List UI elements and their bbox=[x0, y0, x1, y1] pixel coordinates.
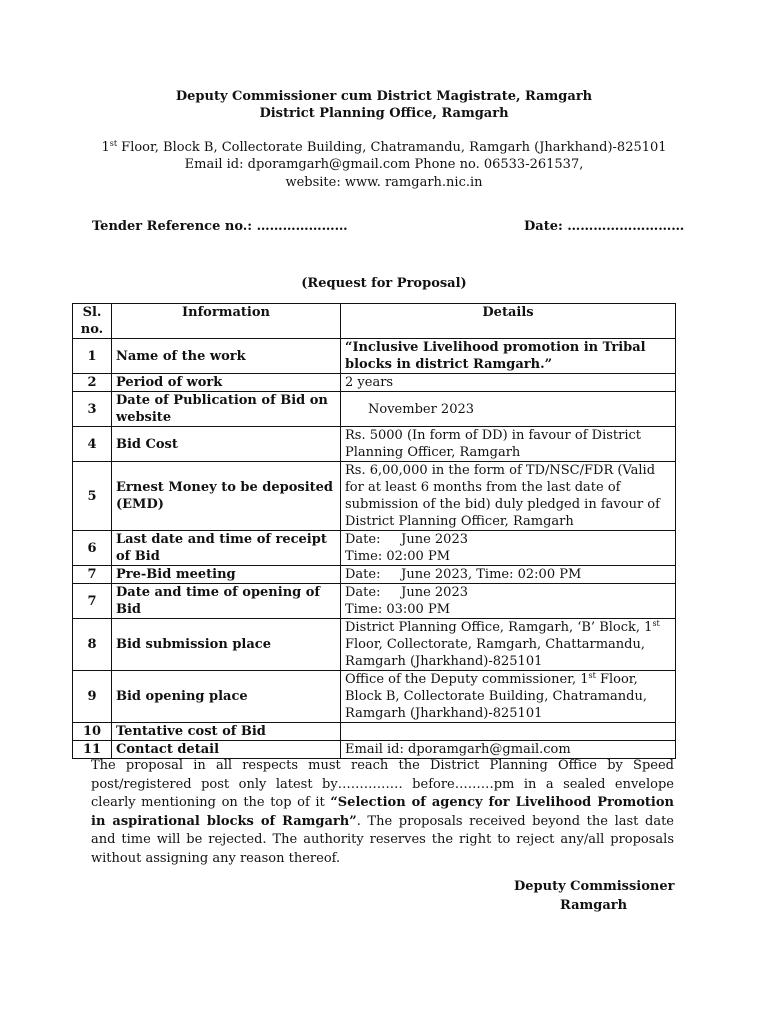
header-details: Details bbox=[341, 304, 676, 339]
table-row bbox=[73, 531, 676, 566]
row-info: Tentative cost of Bid bbox=[112, 723, 341, 741]
row-sl: 8 bbox=[73, 619, 112, 671]
office-contact: Email id: dporamgarh@gmail.com Phone no. 06533-261537, bbox=[184, 157, 584, 172]
table-row bbox=[73, 741, 676, 759]
row-details: Date: June 2023, Time: 02:00 PM bbox=[341, 566, 676, 584]
row-details bbox=[341, 671, 676, 723]
row-details: “Inclusive Livelihood promotion in Tribal blocks in district Ramgarh.” bbox=[341, 339, 676, 374]
header-sl-line1: Sl. bbox=[82, 305, 102, 320]
table-row bbox=[73, 339, 676, 374]
address-floor-suffix: st bbox=[109, 139, 118, 148]
row-sl: 2 bbox=[73, 374, 112, 392]
row-details-text-cont: Floor, Block B, Collectorate Building, Chatramandu, Ramgarh (Jharkhand)-825101 bbox=[345, 672, 647, 721]
row-details-date: Date: June 2023 bbox=[345, 585, 468, 600]
row-details-time: Time: 02:00 PM bbox=[345, 549, 451, 564]
row-info: Bid Cost bbox=[112, 427, 341, 462]
row-info: Contact detail bbox=[112, 741, 341, 759]
paragraph-emphasis: “Selection of agency for Livelihood Promotion in aspirational blocks of Ramgarh” bbox=[91, 795, 674, 829]
table-row bbox=[73, 671, 676, 723]
table-row bbox=[73, 374, 676, 392]
table-row bbox=[73, 619, 676, 671]
row-sl: 6 bbox=[73, 531, 112, 566]
office-address bbox=[0, 139, 768, 157]
row-details-date: Date: June 2023 bbox=[345, 532, 468, 547]
table-row bbox=[73, 723, 676, 741]
signature-place: Ramgarh bbox=[560, 898, 628, 913]
header-sl-line2: no. bbox=[80, 322, 104, 337]
row-details-time: Time: 03:00 PM bbox=[345, 602, 451, 617]
table-row bbox=[73, 427, 676, 462]
table-row bbox=[73, 462, 676, 531]
row-details: November 2023 bbox=[341, 392, 676, 427]
row-sl: 7 bbox=[73, 566, 112, 584]
row-details: Email id: dporamgarh@gmail.com bbox=[341, 741, 676, 759]
row-info: Date and time of opening of Bid bbox=[112, 584, 341, 619]
table-header-row bbox=[73, 304, 676, 339]
table-row bbox=[73, 392, 676, 427]
row-sl: 7 bbox=[73, 584, 112, 619]
office-subtitle: District Planning Office, Ramgarh bbox=[259, 106, 509, 121]
row-details bbox=[341, 584, 676, 619]
row-sl: 11 bbox=[73, 741, 112, 759]
tender-reference: Tender Reference no.: ………………… bbox=[92, 219, 348, 234]
paragraph-text-2: . The proposals received beyond the last date and time will be rejected. The authority reserves the right to reject any/all proposals without assigning any reason thereof. bbox=[91, 813, 674, 866]
signature-title: Deputy Commissioner bbox=[514, 879, 675, 894]
row-info: Bid submission place bbox=[112, 619, 341, 671]
header-sl bbox=[73, 304, 112, 339]
row-details-suffix: st bbox=[588, 671, 596, 680]
row-sl: 5 bbox=[73, 462, 112, 531]
row-info: Name of the work bbox=[112, 339, 341, 374]
row-details-text: Office of the Deputy commissioner, 1 bbox=[345, 672, 589, 687]
table-row bbox=[73, 584, 676, 619]
office-website: website: www. ramgarh.nic.in bbox=[285, 175, 483, 190]
row-details bbox=[341, 619, 676, 671]
row-info: Period of work bbox=[112, 374, 341, 392]
header-information: Information bbox=[112, 304, 341, 339]
rfp-title: (Request for Proposal) bbox=[301, 276, 467, 291]
row-info: Pre-Bid meeting bbox=[112, 566, 341, 584]
row-details bbox=[341, 531, 676, 566]
row-details: Rs. 6,00,000 in the form of TD/NSC/FDR (Valid for at least 6 months from the last date of submission of the bid) duly pledged in favour of District Planning Officer, Ramgarh bbox=[341, 462, 676, 531]
row-sl: 1 bbox=[73, 339, 112, 374]
row-details-suffix: st bbox=[652, 619, 660, 628]
address-rest: Floor, Block B, Collectorate Building, Chatramandu, Ramgarh (Jharkhand)-825101 bbox=[117, 140, 667, 155]
row-details: 2 years bbox=[341, 374, 676, 392]
row-sl: 3 bbox=[73, 392, 112, 427]
address-floor-number: 1 bbox=[101, 140, 110, 155]
row-info: Ernest Money to be deposited (EMD) bbox=[112, 462, 341, 531]
row-sl: 4 bbox=[73, 427, 112, 462]
row-sl: 9 bbox=[73, 671, 112, 723]
row-info: Date of Publication of Bid on website bbox=[112, 392, 341, 427]
row-details: Rs. 5000 (In form of DD) in favour of District Planning Officer, Ramgarh bbox=[341, 427, 676, 462]
row-info: Last date and time of receipt of Bid bbox=[112, 531, 341, 566]
tender-date: Date: ……………………… bbox=[524, 219, 685, 234]
proposal-paragraph bbox=[91, 757, 674, 868]
proposal-table bbox=[72, 303, 676, 759]
row-details-text: District Planning Office, Ramgarh, ‘B’ Block, 1 bbox=[345, 620, 653, 635]
office-title: Deputy Commissioner cum District Magistrate, Ramgarh bbox=[175, 89, 593, 104]
paragraph-text-1: The proposal in all respects must reach the District Planning Office by Speed post/registered post only latest by…………… before………pm in a sealed envelope clearly mentioning on the top of it bbox=[91, 758, 674, 810]
row-details bbox=[341, 723, 676, 741]
row-info: Bid opening place bbox=[112, 671, 341, 723]
table-row bbox=[73, 566, 676, 584]
row-sl: 10 bbox=[73, 723, 112, 741]
row-details-text-cont: Floor, Collectorate, Ramgarh, Chattarmandu, Ramgarh (Jharkhand)-825101 bbox=[345, 637, 645, 669]
